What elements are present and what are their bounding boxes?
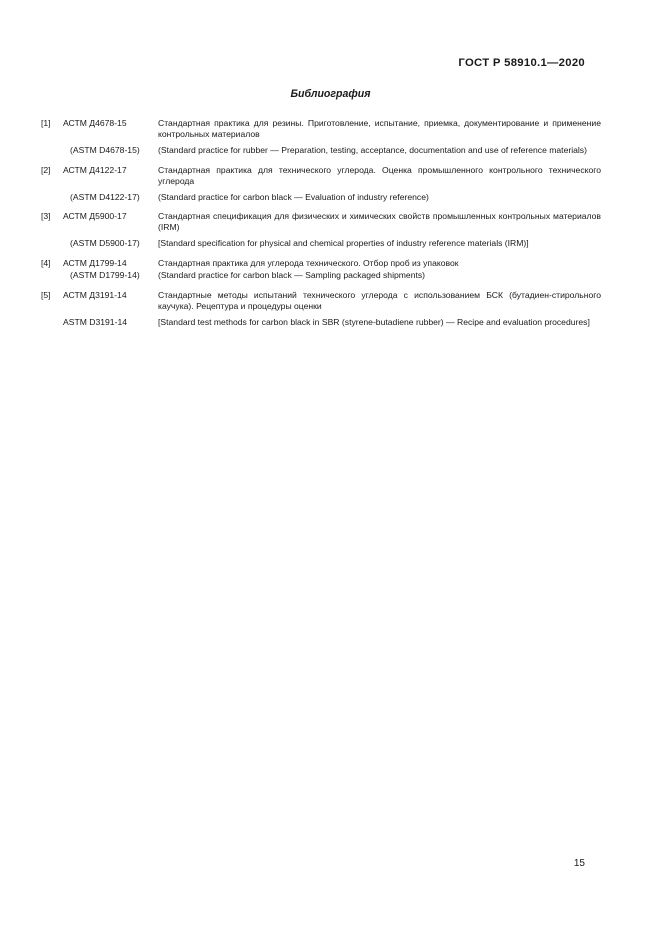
entry-marker: [4] (41, 258, 51, 269)
entry-text-ru: Стандартная практика для резины. Приготовление, испытание, приемка, документирование и применение контрольных материалов (158, 118, 601, 139)
entry-text-en: [Standard test methods for carbon black in SBR (styrene-butadiene rubber) — Recipe and evaluation procedures] (158, 316, 590, 327)
section-title-bibliography: Библиография (290, 88, 371, 100)
entry-code-en: (ASTM D1799-14) (70, 270, 140, 281)
entry-marker: [5] (41, 289, 51, 300)
list-item (41, 118, 601, 156)
entry-code-en: ASTM D3191-14 (63, 316, 128, 327)
page-number: 15 (573, 858, 585, 869)
list-item (41, 165, 601, 203)
entry-text-en: (Standard practice for carbon black — Evaluation of industry reference) (158, 191, 429, 202)
entry-code-ru: АСТМ Д4122-17 (63, 164, 127, 175)
entry-code-en: (ASTM D5900-17) (70, 238, 140, 249)
entry-marker: [1] (41, 118, 51, 128)
entry-code-ru: АСТМ Д4678-15 (63, 118, 127, 128)
bibliography-list (41, 118, 601, 337)
entry-text-en: [Standard specification for physical and chemical properties of industry reference materials (IRM)] (158, 238, 529, 249)
entry-text-ru: Стандартная практика для углерода технического. Отбор проб из упаковок (158, 258, 459, 269)
entry-code-en: (ASTM D4122-17) (70, 191, 140, 202)
entry-code-ru: АСТМ Д5900-17 (63, 211, 127, 222)
entry-marker: [3] (41, 211, 51, 222)
entry-text-ru: Стандартная спецификация для физических и химических свойств промышленных контрольных материалов (IRM) (158, 211, 601, 233)
list-item (41, 258, 601, 281)
page-header-standard-number: ГОСТ Р 58910.1—2020 (458, 57, 585, 69)
list-item (41, 211, 601, 249)
entry-text-ru: Стандартные методы испытаний технического углерода с использованием БСК (бутадиен-стирольного каучука). Рецептура и процедуры оценки (158, 289, 601, 311)
entry-code-ru: АСТМ Д3191-14 (63, 289, 127, 300)
entry-text-en: (Standard practice for carbon black — Sampling packaged shipments) (158, 270, 426, 281)
entry-text-ru: Стандартная практика для технического углерода. Оценка промышленного контрольного технического углерода (158, 164, 601, 186)
entry-code-ru: АСТМ Д1799-14 (63, 258, 127, 269)
list-item (41, 290, 601, 328)
entry-text-en: (Standard practice for rubber — Preparation, testing, acceptance, documentation and use of reference materials) (158, 144, 587, 155)
entry-marker: [2] (41, 164, 51, 175)
entry-code-en: (ASTM D4678-15) (70, 144, 140, 155)
